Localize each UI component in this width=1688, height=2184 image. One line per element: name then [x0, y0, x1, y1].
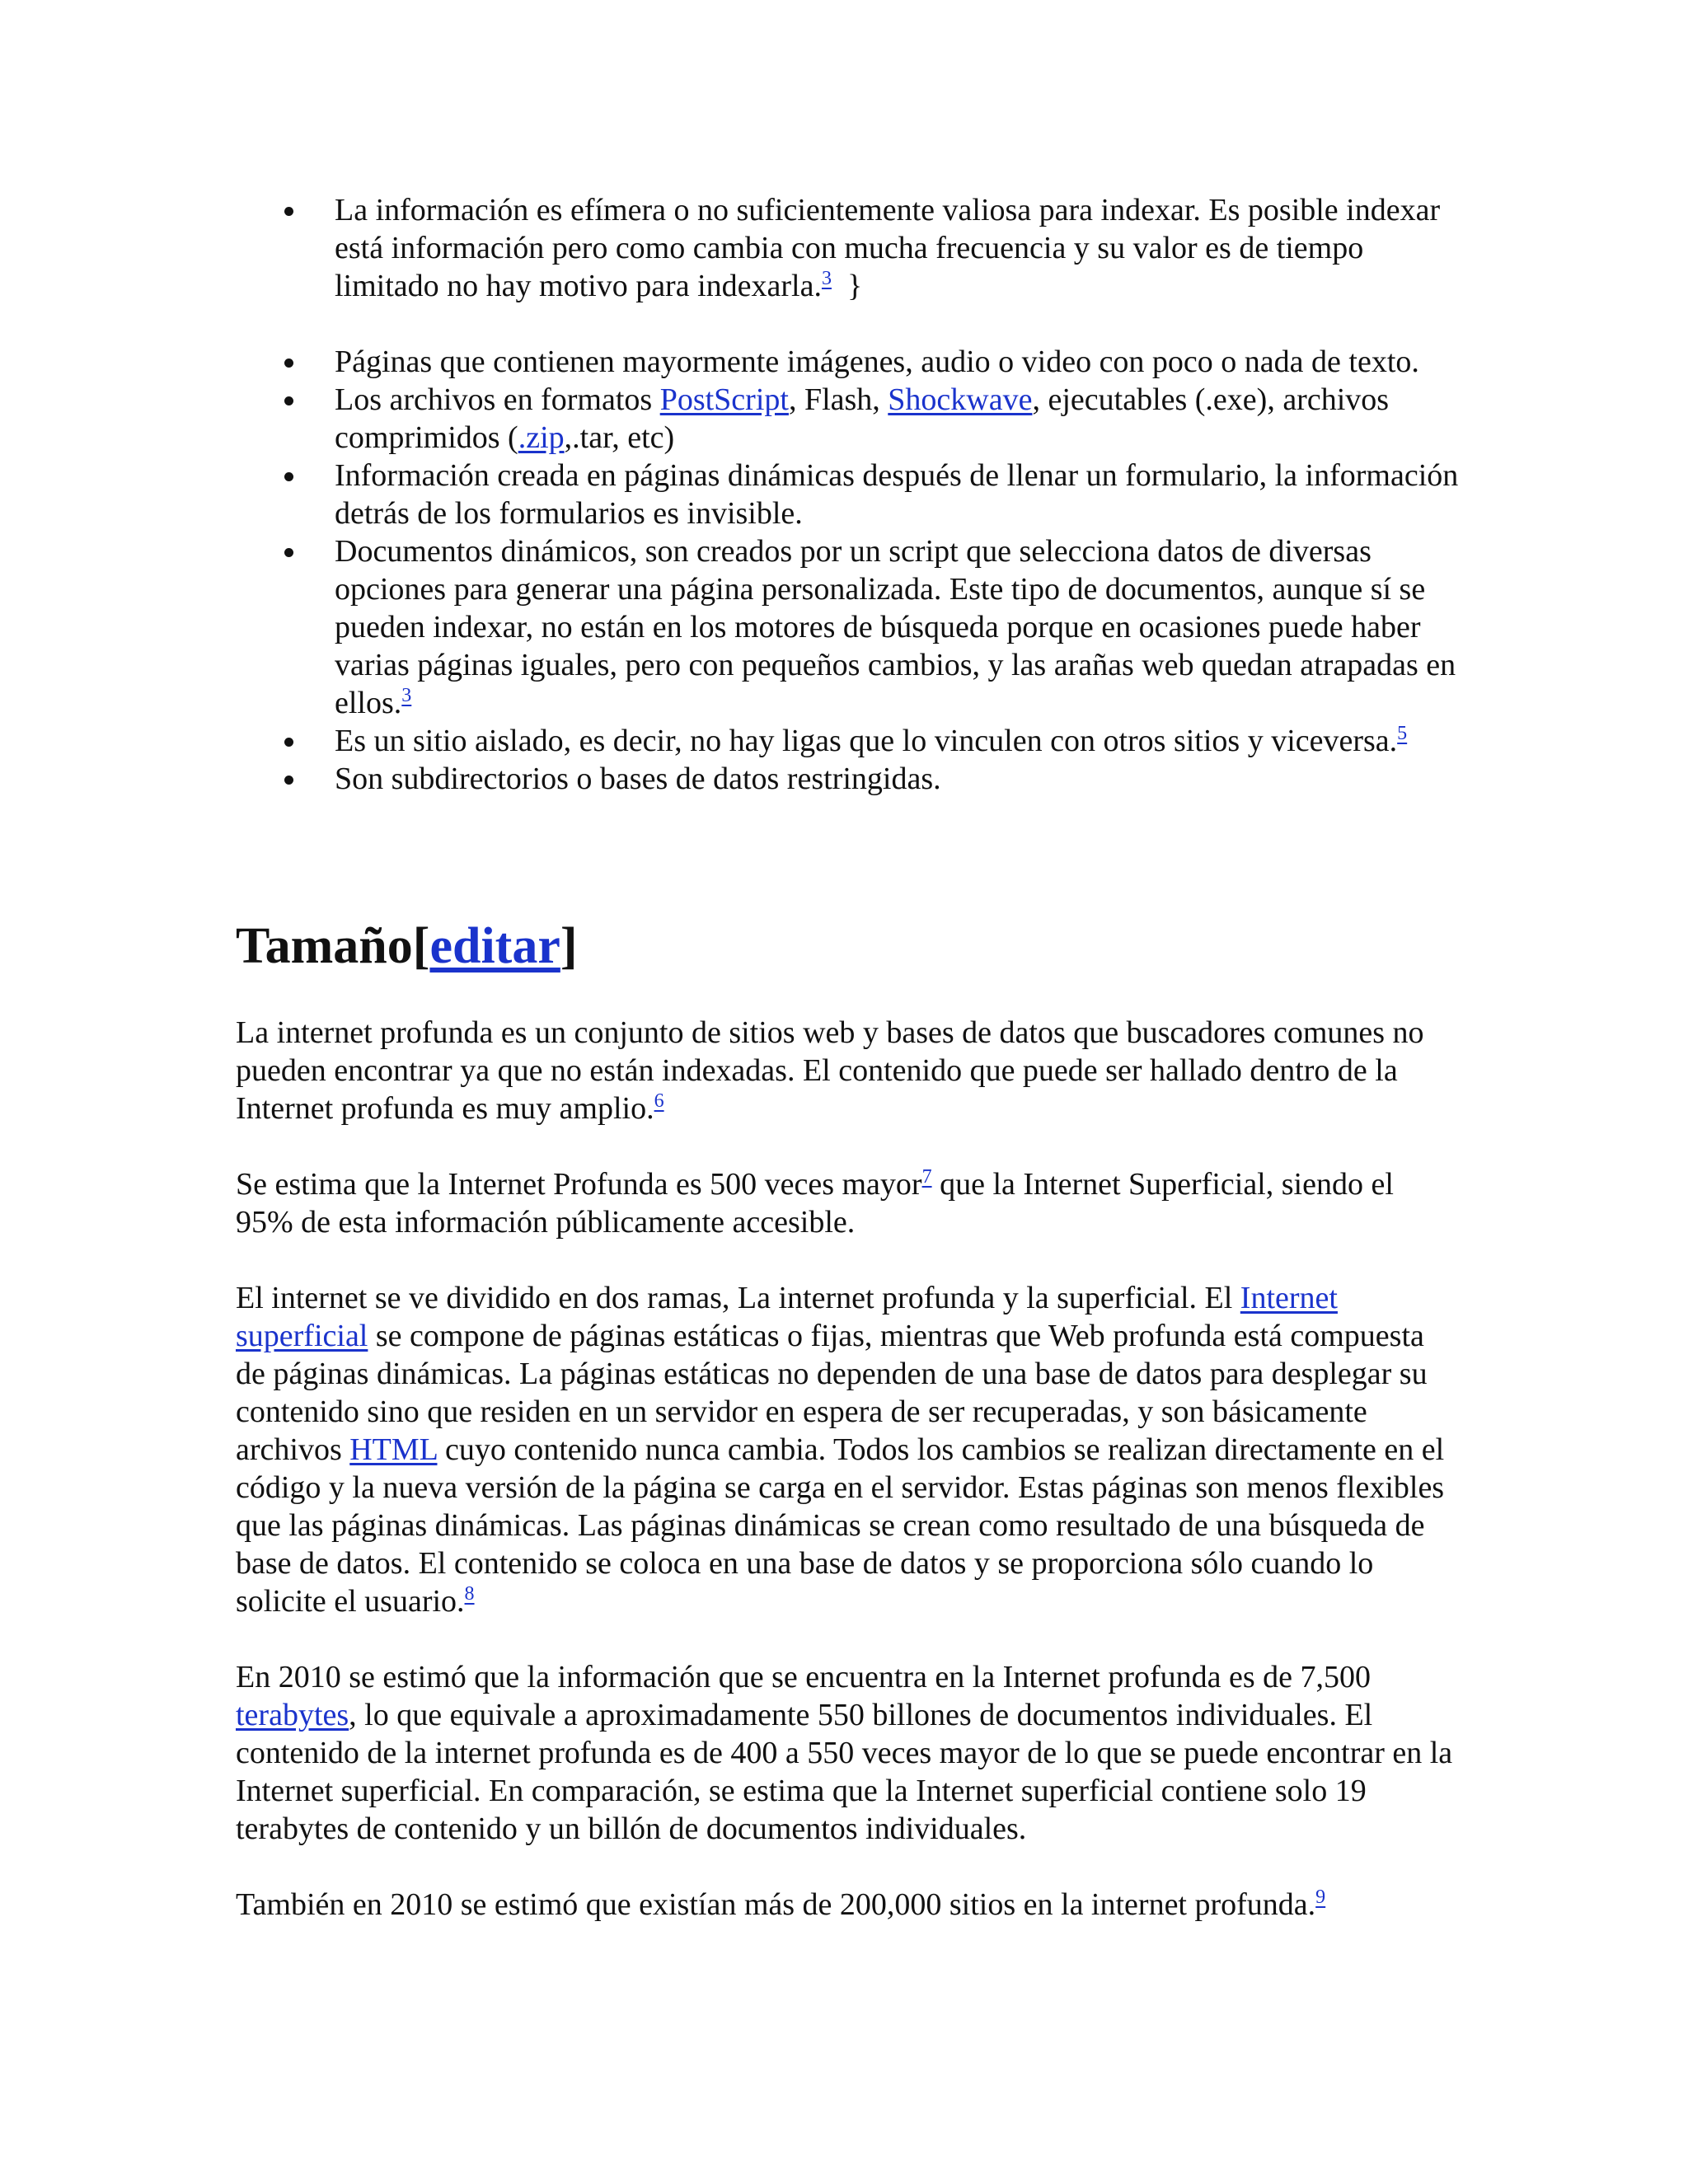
- bullet-dot-icon: [284, 738, 293, 747]
- bullet-dot-icon: [284, 548, 293, 557]
- section-title: Tamaño: [236, 918, 413, 974]
- bracket-open: [: [412, 918, 430, 974]
- paragraph: [236, 1886, 1456, 1924]
- bullet-dot-icon: [284, 359, 293, 368]
- paragraph-text: , lo que equivale a aproximadamente 550 billones de documentos individuales. El contenido de la internet profunda es de 400 a 550 veces mayor de lo que se puede encontrar en la Internet superficial. En comparación, se estima que la Internet superficial contiene solo 19 terabytes de contenido y un billón de documentos individuales.: [236, 1698, 1453, 1846]
- list-item-text: La información es efímera o no suficientemente valiosa para indexar. Es posible indexar está información pero como cambia con mucha frecuencia y su valor es de tiempo limitado no hay motivo para indexarla.: [335, 193, 1441, 303]
- bullet-dot-icon: [284, 472, 293, 481]
- paragraph: [236, 1658, 1456, 1848]
- list-item-tail: }: [831, 269, 863, 303]
- terabytes-link[interactable]: terabytes: [236, 1698, 349, 1732]
- paragraph-text: La internet profunda es un conjunto de sitios web y bases de datos que buscadores comunes no pueden encontrar ya que no están indexadas. El contenido que puede ser hallado dentro de la Internet profunda es muy amplio.: [236, 1015, 1424, 1126]
- edit-link[interactable]: editar: [429, 918, 560, 974]
- html-link[interactable]: HTML: [349, 1432, 438, 1467]
- postscript-link[interactable]: PostScript: [659, 382, 789, 417]
- paragraph-text: En 2010 se estimó que la información que se encuentra en la Internet profunda es de 7,500: [236, 1660, 1372, 1694]
- reference-7[interactable]: 7: [921, 1166, 932, 1188]
- list-item-text: Es un sitio aislado, es decir, no hay ligas que lo vinculen con otros sitios y viceversa.: [335, 724, 1398, 758]
- bracket-close: ]: [560, 918, 578, 974]
- list-item-text: Páginas que contienen mayormente imágenes, audio o video con poco o nada de texto.: [335, 344, 1419, 379]
- paragraph-text: cuyo contenido nunca cambia. Todos los cambios se realizan directamente en el código y la nueva versión de la página se carga en el servidor. Estas páginas son menos flexibles que las páginas dinámicas. Las páginas dinámicas se crean como resultado de una búsqueda de base de datos. El contenido se coloca en una base de datos y se proporciona sólo cuando lo solicite el usuario.: [236, 1432, 1445, 1619]
- paragraph-text: se compone de páginas estáticas o fijas, mientras que Web profunda está compuesta de páginas dinámicas. La páginas estáticas no dependen de una base de datos para desplegar su contenido sino que residen en un servidor en espera de ser recuperadas, y son básicamente archivos: [236, 1319, 1428, 1467]
- bullet-dot-icon: [284, 776, 293, 785]
- reference-3[interactable]: 3: [401, 685, 412, 706]
- bullet-dot-icon: [284, 207, 293, 216]
- list-item-text: Los archivos en formatos: [335, 382, 660, 417]
- paragraph-text: que la Internet Superficial, siendo el 95% de esta información públicamente accesible.: [236, 1167, 1394, 1240]
- section-heading: [236, 916, 578, 976]
- list-item: [237, 760, 1474, 798]
- bullet-list: [237, 191, 1474, 798]
- list-item-text: Información creada en páginas dinámicas después de llenar un formulario, la información detrás de los formularios es invisible.: [335, 458, 1459, 531]
- paragraph: [236, 1279, 1456, 1620]
- reference-8[interactable]: 8: [464, 1583, 475, 1605]
- list-item-text: ,.tar, etc): [564, 420, 675, 455]
- reference-6[interactable]: 6: [654, 1090, 664, 1112]
- shockwave-link[interactable]: Shockwave: [888, 382, 1033, 417]
- paragraph-text: El internet se ve dividido en dos ramas, La internet profunda y la superficial. El: [236, 1281, 1240, 1315]
- reference-9[interactable]: 9: [1315, 1886, 1326, 1908]
- list-item: [237, 532, 1474, 722]
- list-item-text: , ejecutables (.exe), archivos comprimidos (: [335, 382, 1390, 455]
- paragraph: [236, 1165, 1456, 1241]
- list-item: [237, 722, 1474, 760]
- list-item: [237, 381, 1474, 457]
- section-body: [236, 1014, 1456, 1961]
- reference-3[interactable]: 3: [821, 268, 832, 289]
- list-item-text: , Flash,: [788, 382, 889, 417]
- paragraph: [236, 1014, 1456, 1127]
- paragraph-text: También en 2010 se estimó que existían más de 200,000 sitios en la internet profunda.: [236, 1887, 1316, 1922]
- list-item: [237, 457, 1474, 532]
- bullet-dot-icon: [284, 396, 293, 405]
- paragraph-text: Se estima que la Internet Profunda es 500 veces mayor: [236, 1167, 922, 1202]
- reference-5[interactable]: 5: [1397, 723, 1408, 744]
- zip-link[interactable]: .zip: [518, 420, 565, 455]
- internet-superficial-link[interactable]: Internet superficial: [236, 1281, 1338, 1353]
- list-item-text: Documentos dinámicos, son creados por un script que selecciona datos de diversas opciones para generar una página personalizada. Este tipo de documentos, aunque sí se pueden indexar, no están en los motores de búsqueda porque en ocasiones puede haber varias páginas iguales, pero con pequeños cambios, y las arañas web quedan atrapadas en ellos.: [335, 534, 1456, 720]
- list-item-text: Son subdirectorios o bases de datos restringidas.: [335, 762, 941, 796]
- list-item: [237, 191, 1474, 305]
- list-item: [237, 343, 1474, 381]
